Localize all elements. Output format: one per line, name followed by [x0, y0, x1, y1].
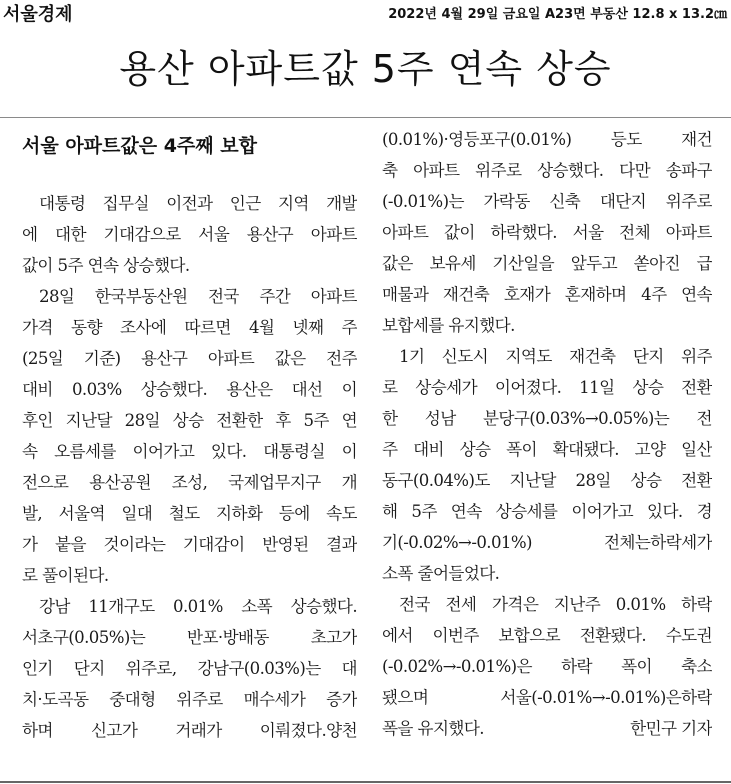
final-line — [382, 713, 712, 744]
body-line: 로 풀이된다. — [22, 566, 109, 585]
body-line: (0.01%)·영등포구(0.01%) 등도 재건 — [382, 130, 712, 149]
body-line: 서초구(0.05%)는 반포·방배동 초고가 — [22, 628, 357, 647]
body-line: 주 대비 상승 폭이 확대됐다. 고양 일산 — [382, 440, 712, 459]
body-line: 값은 보유세 기산일을 앞두고 쏟아진 급 — [382, 254, 712, 273]
body-line: 하며 신고가 거래가 이뤄졌다.양천 — [22, 721, 357, 740]
bottom-rule — [0, 781, 731, 783]
left-column — [22, 124, 357, 774]
body-line: 가 붙을 것이라는 기대감이 반영된 결과 — [22, 535, 357, 554]
body-line: 동구(0.04%)도 지난달 28일 상승 전환 — [382, 471, 712, 490]
body-line: 축 아파트 위주로 상승했다. 다만 송파구 — [382, 161, 712, 180]
body-line: (25일 기준) 용산구 아파트 값은 전주 — [22, 349, 357, 368]
body-line: 기(-0.02%→-0.01%) 전체는하락세가 — [382, 533, 712, 552]
page-header — [0, 0, 731, 24]
body-line: (-0.02%→-0.01%)은 하락 폭이 축소 — [382, 657, 712, 676]
byline: 한민구 기자 — [630, 719, 712, 738]
body-line: 소폭 줄어들었다. — [382, 564, 500, 583]
body-line: 대통령 집무실 이전과 인근 지역 개발 — [39, 194, 357, 213]
body-line: 발, 서울역 일대 철도 지하화 등에 속도 — [22, 504, 357, 523]
body-line: 에서 이번주 보합으로 전환됐다. 수도권 — [382, 626, 712, 645]
body-line: 가격 동향 조사에 따르면 4월 넷째 주 — [22, 318, 357, 337]
body-line: 값이 5주 연속 상승했다. — [22, 256, 190, 275]
body-line: 28일 한국부동산원 전국 주간 아파트 — [39, 287, 357, 306]
body-line: 아파트 값이 하락했다. 서울 전체 아파트 — [382, 223, 712, 242]
body-line: 보합세를 유지했다. — [382, 316, 515, 335]
body-line: 강남 11개구도 0.01% 소폭 상승했다. — [39, 597, 357, 616]
publication-name: 서울경제 — [3, 4, 73, 25]
divider-line — [0, 117, 731, 118]
body-line: 폭을 유지했다. — [382, 719, 484, 738]
body-line: 로 상승세가 이어졌다. 11일 상승 전환 — [382, 378, 712, 397]
body-line: 1기 신도시 지역도 재건축 단지 위주 — [399, 347, 712, 366]
body-line: 전으로 용산공원 조성, 국제업무지구 개 — [22, 473, 357, 492]
article-headline: 용산 아파트값 5주 연속 상승 — [119, 47, 612, 91]
body-line: 매물과 재건축 호재가 혼재하며 4주 연속 — [382, 285, 712, 304]
body-line: 전국 전세 가격은 지난주 0.01% 하락 — [399, 595, 712, 614]
body-line: 에 대한 기대감으로 서울 용산구 아파트 — [22, 225, 357, 244]
body-line: 한 성남 분당구(0.03%→0.05%)는 전 — [382, 409, 712, 428]
body-line: 후인 지난달 28일 상승 전환한 후 5주 연 — [22, 411, 357, 430]
body-line: 인기 단지 위주로, 강남구(0.03%)는 대 — [22, 659, 357, 678]
article-subhead: 서울 아파트값은 4주째 보합 — [22, 135, 257, 157]
body-line: 됐으며 서울(-0.01%→-0.01%)은하락 — [382, 688, 712, 707]
body-line: 치·도곡동 중대형 위주로 매수세가 증가 — [22, 690, 357, 709]
body-line: 대비 0.03% 상승했다. 용산은 대선 이 — [22, 380, 357, 399]
right-column — [382, 124, 712, 774]
publication-meta: 2022년 4월 29일 금요일 A23면 부동산 12.8 x 13.2㎝ — [388, 7, 727, 22]
body-line: (-0.01%)는 가락동 신축 대단지 위주로 — [382, 192, 712, 211]
body-line: 해 5주 연속 상승세를 이어가고 있다. 경 — [382, 502, 712, 521]
body-line: 속 오름세를 이어가고 있다. 대통령실 이 — [22, 442, 357, 461]
